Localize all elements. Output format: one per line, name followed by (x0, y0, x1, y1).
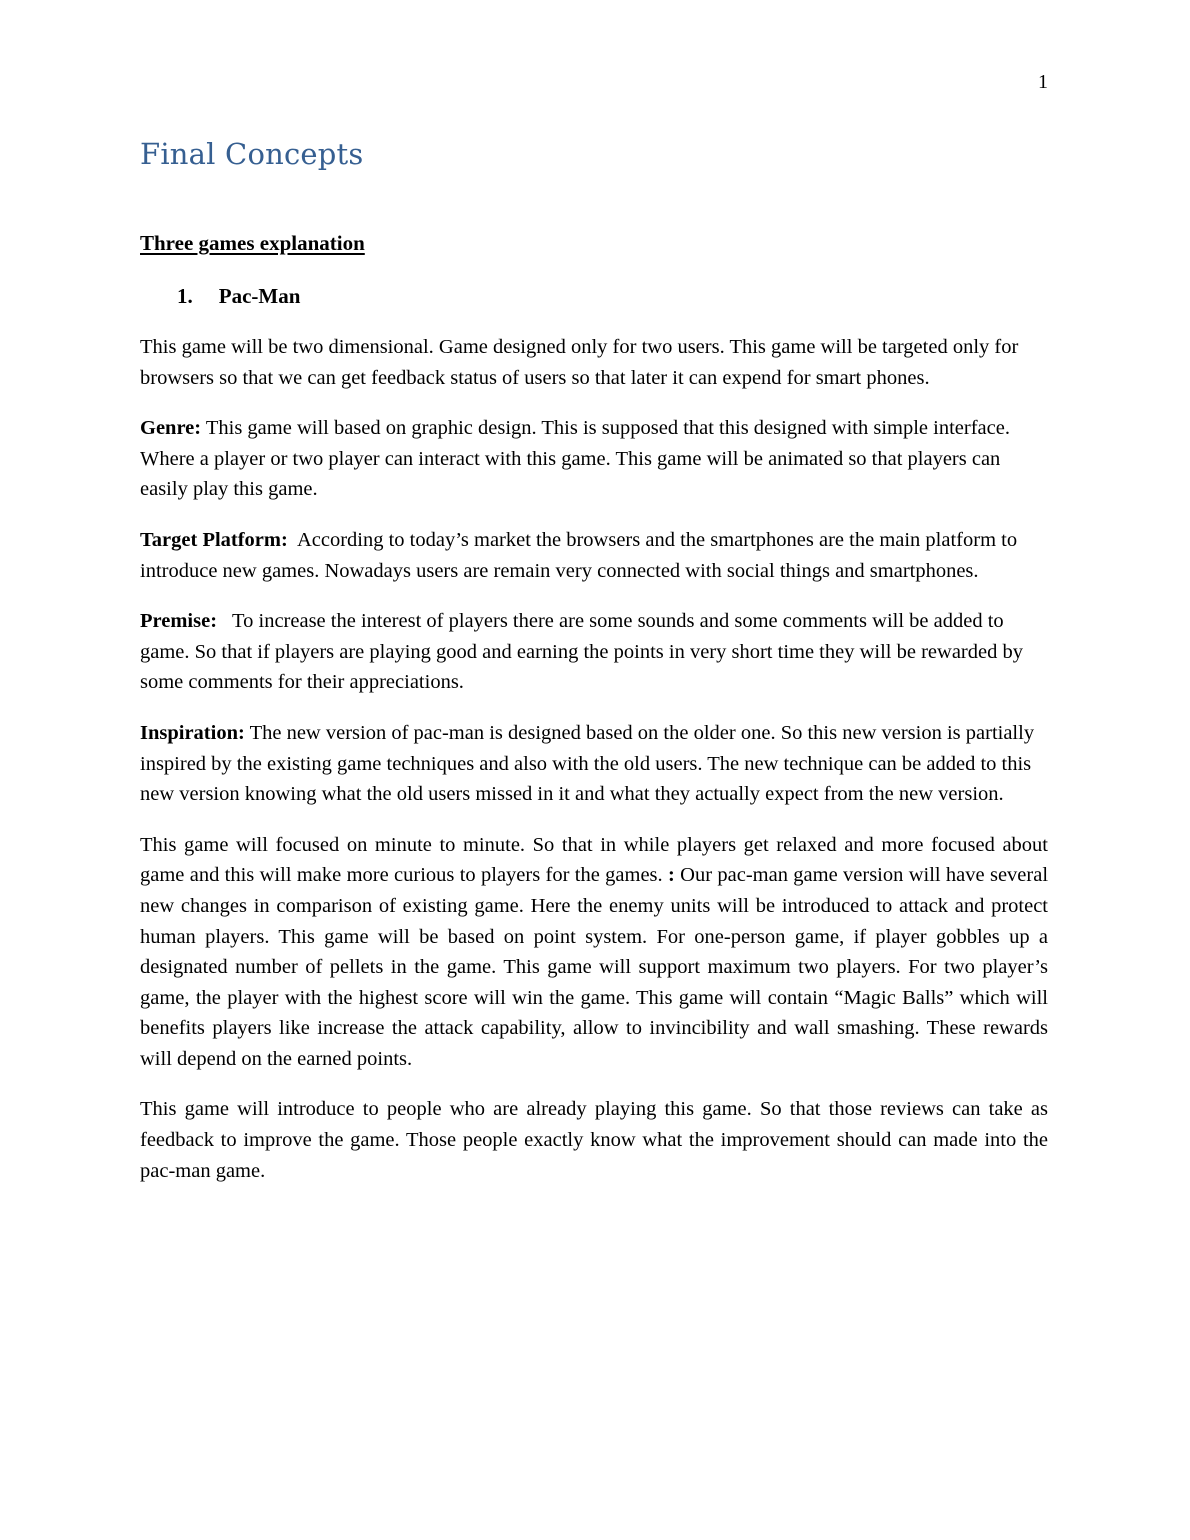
list-item-pacman (140, 284, 1048, 309)
paragraph-target-platform (140, 525, 1048, 586)
document-title: Final Concepts (140, 137, 364, 171)
premise-text: To increase the interest of players there are some sounds and some comments will be added to game. So that if players are playing good and earning the points in very short time they will be rewarded by some comments for their appreciations. (140, 610, 1029, 694)
target-platform-label: Target Platform: (140, 528, 288, 551)
paragraph-genre (140, 413, 1048, 505)
section-heading-text: Three games explanation (140, 231, 365, 255)
genre-text: This game will based on graphic design. This is supposed that this designed with simple interface. Where a player or two player can interact with this game. This game will be animated so that players can easily play this game. (140, 417, 1015, 501)
gameplay-text-part1: This game will focused on minute to minute. So that in while players get relaxed and more focused about game and this will make more curious to players for the games. (140, 833, 1054, 887)
gameplay-text-part2: Our pac-man game version will have several new changes in comparison of existing game. Here the enemy units will be introduced to attack and protect human players. This game will be based on point system. For one-person game, if player gobbles up a designated number of pellets in the game. This game will support maximum two players. For two player’s game, the player with the highest score will win the game. This game will contain “Magic Balls” which will benefits players like increase the attack capability, allow to invincibility and wall smashing. These rewards will depend on the earned points. (140, 864, 1054, 1070)
premise-label: Premise: (140, 610, 218, 633)
paragraph-inspiration (140, 718, 1048, 810)
paragraph-premise (140, 606, 1048, 698)
paragraph-intro: This game will be two dimensional. Game designed only for two users. This game will be targeted only for browsers so that we can get feedback status of users so that later it can expend for smart phones. (140, 336, 1024, 389)
paragraph-closing: This game will introduce to people who are already playing this game. So that those reviews can take as feedback to improve the game. Those people exactly know what the improvement should can made into the pac-man game. (140, 1098, 1054, 1182)
page-number: 1 (1038, 71, 1048, 93)
target-platform-text: According to today’s market the browsers and the smartphones are the main platform to introduce new games. Nowadays users are remain very connected with social things and smartphones. (140, 528, 1023, 582)
paragraph-gameplay (140, 830, 1054, 1075)
list-item-number: 1. (177, 284, 193, 308)
inspiration-label: Inspiration: (140, 721, 245, 744)
genre-label: Genre: (140, 417, 202, 440)
inspiration-text: The new version of pac-man is designed based on the older one. So this new version is partially inspired by the existing game techniques and also with the old users. The new technique can be added to this new version knowing what the old users missed in it and what they actually expect from the new version. (140, 721, 1040, 806)
section-heading (140, 230, 1048, 256)
list-item-label: Pac-Man (218, 284, 301, 308)
gameplay-bold-colon: : (668, 864, 675, 887)
